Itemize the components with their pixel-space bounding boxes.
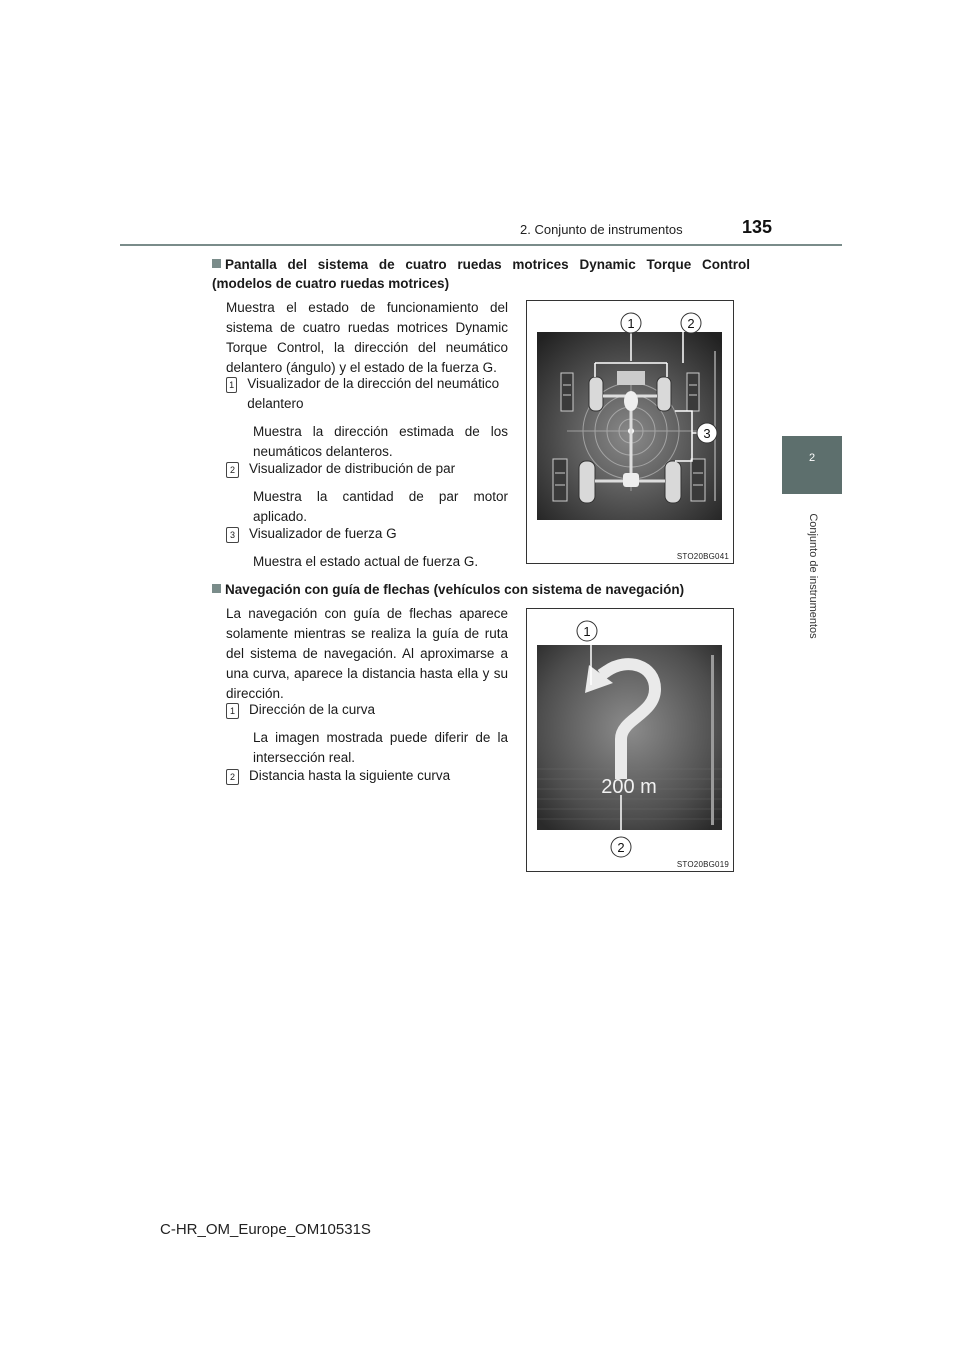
- section-heading-navigation: Navegación con guía de flechas (vehículos con sistema de navegación): [212, 580, 750, 599]
- 4wd-display-illustration: [527, 301, 733, 563]
- item-label: Visualizador de la dirección del neumático delantero: [247, 376, 500, 411]
- list-item: [226, 524, 508, 572]
- svg-text:3: 3: [703, 426, 711, 441]
- list-item: [226, 374, 508, 462]
- svg-text:2: 2: [617, 840, 625, 855]
- number-badge-1: 1: [226, 377, 237, 393]
- running-header-section-title: 2. Conjunto de instrumentos: [520, 222, 683, 237]
- figure-code: STO20BG041: [676, 552, 729, 561]
- section-intro-navigation: La navegación con guía de flechas aparece solamente mientras se realiza la guía de ruta del sistema de navegación. Al aproximarse a una curva, aparece la distancia hasta ella y su dirección.: [226, 606, 508, 701]
- arrow-navigation-illustration: [527, 609, 733, 871]
- section-intro-4wd: Muestra el estado de funcionamiento del sistema de cuatro ruedas motrices Dynamic Torque Control, la dirección del neumático delantero (ángulo) y el estado de la fuerza G.: [226, 300, 508, 375]
- square-bullet-icon: [212, 584, 221, 593]
- item-label: Visualizador de fuerza G: [249, 526, 397, 541]
- svg-text:1: 1: [627, 316, 635, 331]
- item-description: Muestra la dirección estimada de los neumáticos delanteros.: [253, 424, 508, 459]
- number-badge-3: 3: [226, 527, 239, 543]
- svg-text:2: 2: [687, 316, 695, 331]
- item-label: Visualizador de distribución de par: [249, 461, 456, 476]
- figure-arrow-navigation: [526, 608, 734, 872]
- section-heading-4wd: Pantalla del sistema de cuatro ruedas motrices Dynamic Torque Control (modelos de cuatro ruedas motrices): [212, 257, 750, 291]
- square-bullet-icon: [212, 259, 221, 268]
- item-description: La imagen mostrada puede diferir de la intersección real.: [253, 730, 508, 765]
- header-rule: [120, 244, 842, 246]
- figure-code: STO20BG019: [676, 860, 729, 869]
- number-badge-2: 2: [226, 462, 239, 478]
- item-description: Muestra la cantidad de par motor aplicado.: [253, 489, 508, 524]
- item-description: Muestra el estado actual de fuerza G.: [253, 554, 479, 569]
- svg-text:1: 1: [583, 624, 591, 639]
- item-label: Dirección de la curva: [249, 702, 376, 717]
- document-id: C-HR_OM_Europe_OM10531S: [160, 1221, 371, 1238]
- list-item: [226, 459, 508, 527]
- number-badge-2: 2: [226, 769, 239, 785]
- distance-readout: 200 m: [601, 776, 657, 798]
- chapter-tab-number: 2: [808, 452, 816, 464]
- list-item: [226, 766, 508, 786]
- chapter-tab-title: Conjunto de instrumentos: [807, 513, 819, 639]
- number-badge-1: 1: [226, 703, 239, 719]
- list-item: [226, 700, 508, 768]
- figure-4wd-display: [526, 300, 734, 564]
- page-number: 135: [742, 217, 773, 237]
- item-label: Distancia hasta la siguiente curva: [249, 768, 451, 783]
